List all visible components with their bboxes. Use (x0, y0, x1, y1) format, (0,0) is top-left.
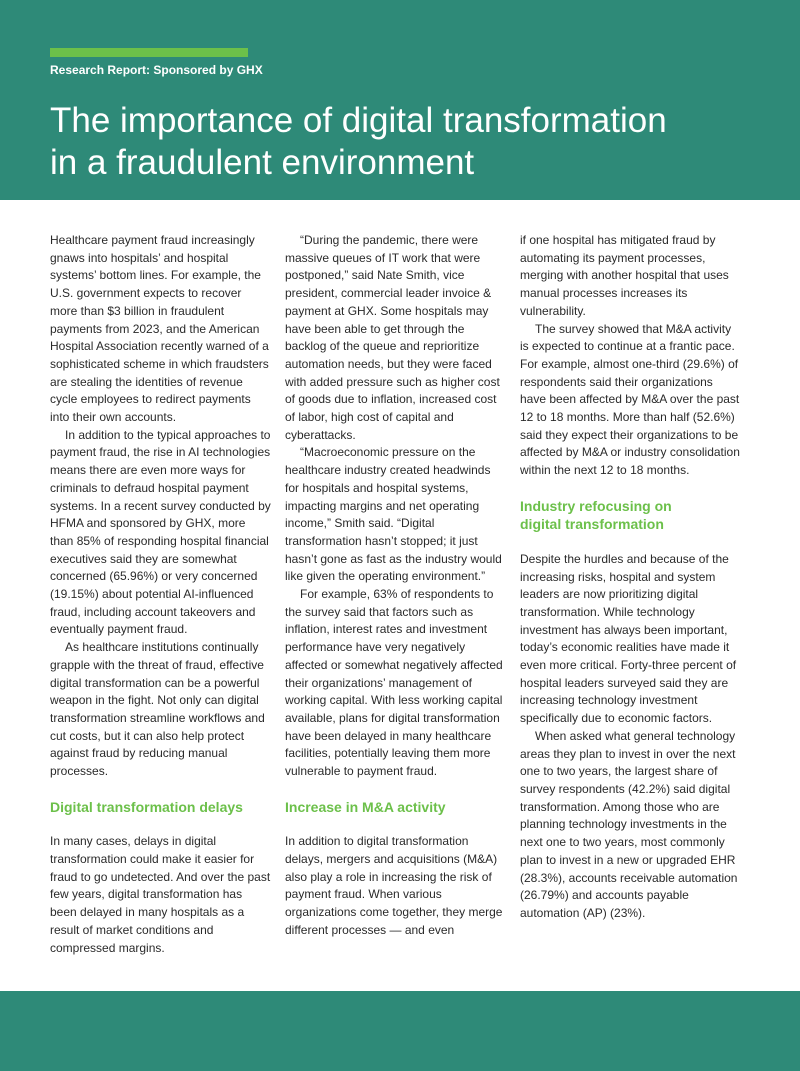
page-header (0, 0, 800, 200)
paragraph: if one hospital has mitigated fraud by automating its payment processes, merging with another hospital that uses manual processes increases its vulnerability. (520, 233, 729, 318)
title-line-1: The importance of digital transformation (50, 101, 667, 140)
section-heading: Digital transformation delays (50, 798, 243, 815)
paragraph: “During the pandemic, there were massive queues of IT work that were postponed,” said Nate Smith, vice president, commercial leader invoice & payment at GHX. Some hospitals may have been able to get through the backlog of the queue and reprioritize automation needs, but they were faced with added pressure such as higher cost of goods due to inflation, increased cost of labor, high cost of capital and cyberattacks. (285, 233, 500, 442)
column-1 (50, 232, 272, 957)
paragraph: As healthcare institutions continually grapple with the threat of fraud, effective digital transformation can be a powerful weapon in the fight. Not only can digital transformation streamline workflows and cut costs, but it can also help protect against fraud by reducing manual processes. (50, 640, 265, 779)
heading-line-1: Industry refocusing on (520, 497, 672, 514)
paragraph: For example, 63% of respondents to the survey said that factors such as inflation, interest rates and investment performance have very negatively affected or somewhat negatively affected their organizations’ management of working capital. With less working capital available, plans for digital transformation have been delayed in many healthcare facilities, potentially leaving them more vulnerable to payment fraud. (285, 587, 503, 779)
page-footer-band (0, 991, 800, 1071)
paragraph: The survey showed that M&A activity is expected to continue at a frantic pace. For example, almost one-third (29.6%) of respondents said their organizations have been affected by M&A over the past 12 to 18 months. More than half (52.6%) said they expect their organizations to be affected by M&A or industry consolidation within the next 12 to 18 months. (520, 321, 740, 478)
paragraph: When asked what general technology areas they plan to invest in over the next one to two years, the largest share of survey respondents (42.2%) said digital transformation. Among those who are planning technology investments in the next one to two years, most commonly plan to invest in a new or upgraded EHR (28.3%), accounts receivable automation (26.79%) and accounts payable automation (AP) (23%). (520, 728, 738, 920)
column-3 (520, 232, 742, 923)
paragraph: In addition to the typical approaches to payment fraud, the rise in AI technologies means there are even more ways for criminals to defraud hospital payment systems. In a recent survey conducted by HFMA and sponsored by GHX, more than 85% of responding hospital financial executives said they are somewhat concerned (65.96%) or very concerned (19.15%) about potential AI-influenced fraud, including account takeovers and eventually payment fraud. (50, 427, 271, 637)
heading-line-2: digital transformation (520, 516, 664, 533)
paragraph: In many cases, delays in digital transformation could make it easier for fraud to go undetected. And over the past few years, digital transformation has been delayed in many hospitals as a result of market conditions and compressed margins. (50, 834, 271, 955)
paragraph: Healthcare payment fraud increasingly gnaws into hospitals’ and hospital systems’ bottom lines. For example, the U.S. government expects to recover more than $3 billion in fraudulent payments from 2023, and the American Hospital Association recently warned of a sophisticated scheme in which fraudsters are stealing the identities of revenue cycle employees to redirect payments into their own accounts. (50, 233, 269, 425)
section-heading (520, 497, 742, 534)
page-title (50, 100, 770, 184)
accent-bar (50, 48, 248, 57)
title-line-2: in a fraudulent environment (50, 143, 475, 182)
paragraph: Despite the hurdles and because of the increasing risks, hospital and system leaders are now prioritizing digital transformation. While technology investment has always been important, today’s economic realities have made it even more critical. Forty-three percent of hospital leaders surveyed said they are increasing technology investment specifically due to economic factors. (520, 551, 737, 726)
section-heading: Increase in M&A activity (285, 798, 446, 815)
paragraph: “Macroeconomic pressure on the healthcare industry created headwinds for hospitals and hospital systems, impacting margins and net operating income,” Smith said. “Digital transformation hasn’t stopped; it just hasn’t gone as fast as the industry would like given the operating environment.” (285, 445, 502, 584)
column-2 (285, 232, 507, 940)
report-kicker: Research Report: Sponsored by GHX (50, 63, 263, 77)
paragraph: In addition to digital transformation delays, mergers and acquisitions (M&A) also play a role in increasing the risk of payment fraud. When various organizations come together, they merge different processes — and even (285, 834, 503, 937)
